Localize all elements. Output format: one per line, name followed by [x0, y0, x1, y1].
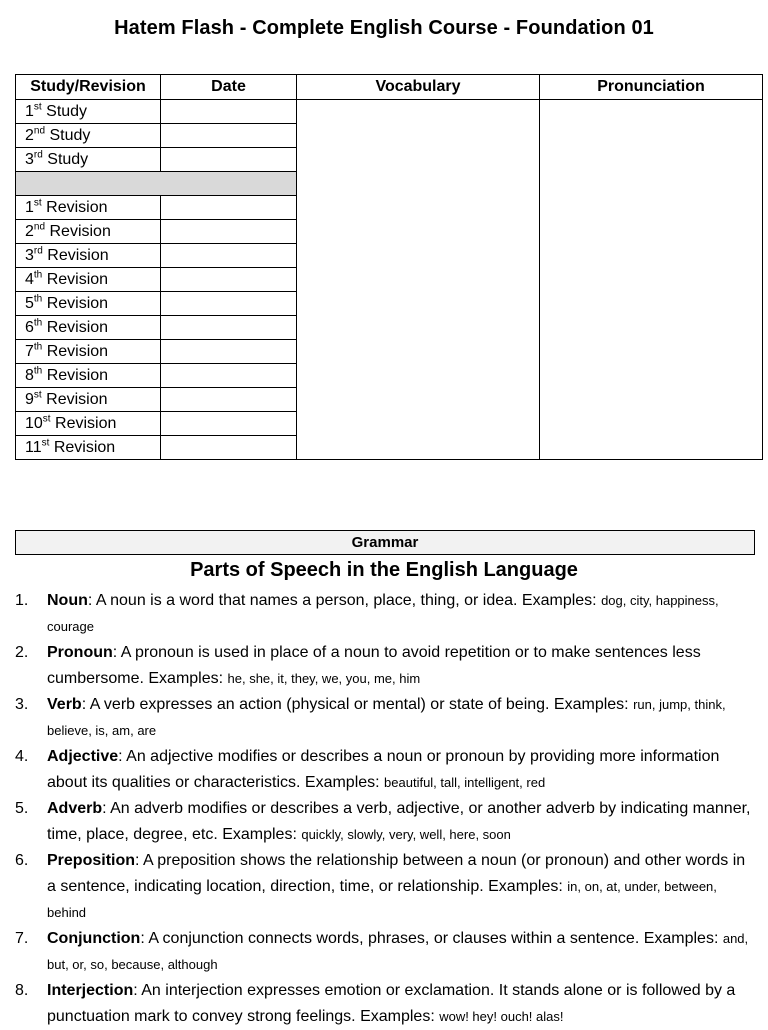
definition-text: : An adjective modifies or describes a noun or pronoun by providing more information about its qualities or characteristics. Examples:	[47, 748, 720, 791]
item-number: 4.	[15, 748, 29, 765]
ordinal-number: 9	[25, 390, 34, 408]
row-label: Revision	[46, 342, 109, 360]
ordinal-suffix: th	[33, 317, 43, 329]
part-of-speech-term: Pronoun	[47, 644, 113, 661]
part-of-speech-term: Verb	[47, 696, 82, 713]
part-of-speech-term: Adjective	[47, 748, 119, 765]
examples-text: in, on, at, under, between, behind	[47, 879, 717, 920]
revision-label-cell	[16, 436, 161, 460]
revision-label-cell	[16, 268, 161, 292]
list-item	[15, 796, 755, 848]
revision-label-cell	[16, 412, 161, 436]
date-cell[interactable]	[161, 124, 297, 148]
date-cell[interactable]	[161, 196, 297, 220]
separator-cell	[16, 172, 297, 196]
list-item	[15, 692, 755, 744]
definition-text: : A noun is a word that names a person, place, thing, or idea. Examples:	[87, 592, 602, 609]
ordinal-number: 3	[25, 150, 34, 168]
pronunciation-cell[interactable]	[540, 100, 763, 460]
row-label: Revision	[46, 294, 109, 312]
ordinal-number: 7	[25, 342, 34, 360]
ordinal-number: 4	[25, 270, 34, 288]
part-of-speech-term: Adverb	[47, 800, 103, 817]
row-label: Study	[47, 150, 89, 168]
item-number: 7.	[15, 930, 29, 947]
ordinal-suffix: th	[33, 269, 43, 281]
row-label: Revision	[46, 318, 109, 336]
ordinal-suffix: nd	[33, 221, 46, 233]
examples-text: he, she, it, they, we, you, me, him	[227, 671, 421, 686]
list-item	[15, 640, 755, 692]
definition-text: : A verb expresses an action (physical or mental) or state of being. Examples:	[81, 696, 634, 713]
ordinal-suffix: rd	[33, 149, 43, 161]
item-number: 3.	[15, 696, 29, 713]
study-revision-table	[15, 74, 763, 460]
revision-label-cell	[16, 388, 161, 412]
table-row	[16, 100, 763, 124]
date-cell[interactable]	[161, 316, 297, 340]
revision-label-cell	[16, 364, 161, 388]
date-cell[interactable]	[161, 268, 297, 292]
revision-label-cell	[16, 316, 161, 340]
row-label: Revision	[53, 438, 116, 456]
ordinal-number: 3	[25, 246, 34, 264]
item-number: 1.	[15, 592, 29, 609]
revision-label-cell	[16, 196, 161, 220]
definition-text: : An interjection expresses emotion or exclamation. It stands alone or is followed by a punctuation mark to convey strong feelings. Examples:	[47, 982, 736, 1025]
header-date: Date	[161, 75, 297, 100]
ordinal-number: 5	[25, 294, 34, 312]
study-label-cell	[16, 148, 161, 172]
ordinal-number: 10	[25, 414, 43, 432]
examples-text: and, but, or, so, because, although	[47, 931, 749, 972]
date-cell[interactable]	[161, 364, 297, 388]
item-number: 6.	[15, 852, 29, 869]
ordinal-suffix: th	[33, 365, 43, 377]
revision-label-cell	[16, 244, 161, 268]
list-item	[15, 588, 755, 640]
part-of-speech-term: Noun	[47, 592, 88, 609]
row-label: Revision	[46, 390, 108, 408]
definition-text: : A pronoun is used in place of a noun to avoid repetition or to make sentences less cumbersome. Examples:	[47, 644, 701, 687]
date-cell[interactable]	[161, 436, 297, 460]
date-cell[interactable]	[161, 340, 297, 364]
row-label: Revision	[55, 414, 117, 432]
list-item	[15, 848, 755, 926]
date-cell[interactable]	[161, 100, 297, 124]
date-cell[interactable]	[161, 388, 297, 412]
revision-label-cell	[16, 340, 161, 364]
ordinal-number: 8	[25, 366, 34, 384]
date-cell[interactable]	[161, 412, 297, 436]
part-of-speech-term: Conjunction	[47, 930, 141, 947]
header-study-revision: Study/Revision	[16, 75, 161, 100]
ordinal-number: 6	[25, 318, 34, 336]
definition-text: : A preposition shows the relationship between a noun (or pronoun) and other words in a sentence, indicating location, direction, time, or relationship. Examples:	[47, 852, 746, 895]
ordinal-suffix: st	[42, 413, 51, 425]
grammar-title: Parts of Speech in the English Language	[190, 559, 578, 581]
ordinal-suffix: nd	[33, 125, 46, 137]
document-title: Hatem Flash - Complete English Course - Foundation 01	[114, 17, 654, 39]
ordinal-number: 11	[25, 438, 42, 456]
revision-label-cell	[16, 292, 161, 316]
grammar-header: Grammar	[15, 530, 755, 555]
revision-label-cell	[16, 220, 161, 244]
examples-text: beautiful, tall, intelligent, red	[384, 775, 546, 790]
date-cell[interactable]	[161, 292, 297, 316]
list-item	[15, 744, 755, 796]
list-item	[15, 978, 755, 1030]
list-item	[15, 926, 755, 978]
examples-text: run, jump, think, believe, is, am, are	[47, 697, 726, 738]
ordinal-suffix: rd	[33, 245, 43, 257]
date-cell[interactable]	[161, 244, 297, 268]
table-header-row	[16, 75, 763, 100]
ordinal-number: 2	[25, 222, 34, 240]
parts-of-speech-list	[15, 588, 755, 1030]
ordinal-suffix: th	[33, 341, 43, 353]
ordinal-suffix: st	[33, 101, 42, 113]
row-label: Study	[46, 102, 88, 120]
study-label-cell	[16, 124, 161, 148]
ordinal-suffix: st	[33, 389, 42, 401]
vocabulary-cell[interactable]	[297, 100, 540, 460]
definition-text: : An adverb modifies or describes a verb, adjective, or another adverb by indicating manner, time, place, degree, etc. Examples:	[47, 800, 751, 843]
row-label: Revision	[49, 222, 111, 240]
ordinal-number: 1	[25, 102, 34, 120]
row-label: Revision	[46, 198, 108, 216]
examples-text: quickly, slowly, very, well, here, soon	[301, 827, 511, 842]
date-cell[interactable]	[161, 220, 297, 244]
ordinal-suffix: st	[33, 197, 42, 209]
date-cell[interactable]	[161, 148, 297, 172]
part-of-speech-term: Preposition	[47, 852, 136, 869]
header-vocabulary: Vocabulary	[297, 75, 540, 100]
definition-text: : A conjunction connects words, phrases, or clauses within a sentence. Examples:	[140, 930, 723, 947]
study-label-cell	[16, 100, 161, 124]
ordinal-number: 1	[25, 198, 34, 216]
part-of-speech-term: Interjection	[47, 982, 134, 999]
row-label: Study	[49, 126, 91, 144]
ordinal-suffix: st	[41, 437, 50, 449]
ordinal-number: 2	[25, 126, 34, 144]
item-number: 8.	[15, 982, 29, 999]
item-number: 5.	[15, 800, 29, 817]
ordinal-suffix: th	[33, 293, 43, 305]
row-label: Revision	[46, 270, 109, 288]
examples-text: dog, city, happiness, courage	[47, 593, 719, 634]
item-number: 2.	[15, 644, 29, 661]
examples-text: wow! hey! ouch! alas!	[439, 1009, 564, 1024]
header-pronunciation: Pronunciation	[540, 75, 763, 100]
table-body	[16, 100, 763, 460]
row-label: Revision	[46, 366, 109, 384]
row-label: Revision	[47, 246, 109, 264]
